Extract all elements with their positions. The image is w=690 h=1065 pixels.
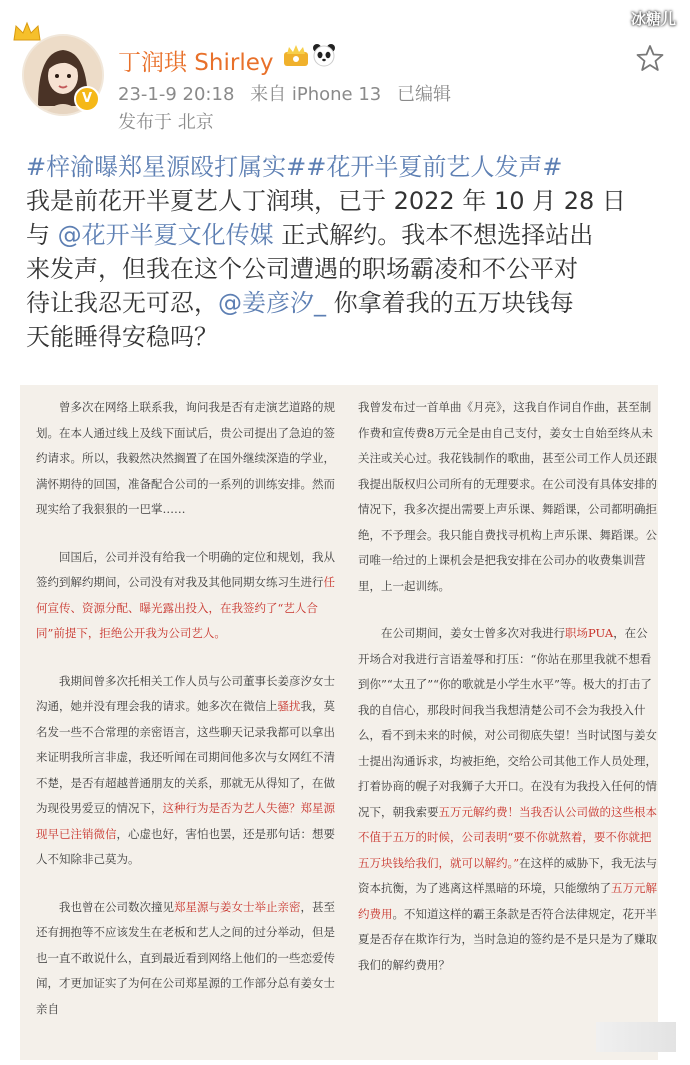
document-text: ，在公开场合对我进行言语羞辱和打压：“你站在那里我就不想看到你”“太丑了”“你的歌就是小学生水平”等。极大的打击了我的自信心，那段时间我当我想清楚公司不会为我投入什么，看不到未来的时候，对公司彻底失望！当时试图与姜女士提出沟通诉求，均被拒绝，交给公司其他工作人员处理，打着协商的幌子对我狮子大开口。在没有为我投入任何的情况下，朝我索要 xyxy=(358,626,657,819)
panda-icon[interactable] xyxy=(311,42,337,68)
highlighted-text: 这种行为是否为艺人失德？郑星源现早已注销微信 xyxy=(36,801,335,841)
document-paragraph xyxy=(36,395,336,523)
document-text: 。不知道这样的霸王条款是否符合法律规定，花开半夏是否存在欺诈行为，当时急迫的签约是不是只是为了赚取我们的解约费用？ xyxy=(358,906,657,972)
post-text-fragment: 你拿着我的五万块钱每 xyxy=(326,289,574,317)
document-text: 我也曾在公司数次撞见 xyxy=(59,899,174,914)
decorative-bar xyxy=(596,1022,676,1052)
mention-link[interactable]: @花开半夏文化传媒 xyxy=(57,221,274,249)
post-header xyxy=(0,0,690,145)
post-line: 来发声，但我在这个公司遭遇的职场霸凌和不公平对 xyxy=(26,255,578,283)
document-column-left xyxy=(36,395,336,1044)
post-line: 天能睡得安稳吗？ xyxy=(26,323,218,351)
post-timestamp: 23-1-9 20:18 xyxy=(118,84,235,105)
document-column-right xyxy=(358,395,658,1000)
document-paragraph xyxy=(36,669,336,873)
document-paragraph xyxy=(36,545,336,647)
document-paragraph xyxy=(36,895,336,1023)
post-text-fragment: 正式解约。我本不想选择站出 xyxy=(273,221,594,249)
document-text: 曾多次在网络上联系我，询问我是否有走演艺道路的规划。在本人通过线上及线下面试后，贵公司提出了急迫的签约请求。所以，我毅然决然搁置了在国外继续深造的学业，满怀期待的回国，准备配合公司的一系列的训练安排。然而现实给了我狠狠的一巴掌…… xyxy=(36,400,335,516)
hashtag-topic[interactable]: #梓渝曝郑星源殴打属实##花开半夏前艺人发声# xyxy=(26,153,563,181)
document-text: 回国后，公司并没有给我一个明确的定位和规划，我从签约到解约期间，公司没有对我及其他同期女练习生进行 xyxy=(36,549,335,589)
highlighted-text: 任何宣传、资源分配、曝光露出投入，在我签约了“艺人合同”前提下，拒绝公开我为公司艺人。 xyxy=(36,575,335,640)
highlighted-text: 骚扰 xyxy=(277,699,301,713)
document-text: ，心虚也好，害怕也罢，还是那句话：想要人不知除非己莫为。 xyxy=(36,826,335,866)
member-crown-icon[interactable] xyxy=(283,44,309,68)
highlighted-text: 五万元解约费！当我否认公司做的这些根本不值于五万的时候，公司表明“要不你就熬着，要不你就把五万块钱给我们，就可以解约。” xyxy=(358,804,657,870)
highlighted-text: 五万元解约费用 xyxy=(358,881,657,921)
post-meta xyxy=(118,80,461,106)
post-location: 发布于 北京 xyxy=(118,112,214,133)
post-line xyxy=(26,286,676,320)
mention-link[interactable]: @姜彦汐_ xyxy=(218,289,326,317)
post-body xyxy=(26,150,676,354)
document-paragraph xyxy=(358,395,658,599)
document-text: ，甚至还有拥抱等不应该发生在老板和艺人之间的过分举动，但是也一直不敢说什么，直到最近看到网络上他们的一些恋爱传闻，才更加证实了为何在公司郑星源的工作部分总有姜女士亲自 xyxy=(36,899,335,1016)
document-text: 在这样的威胁下，我无法与资本抗衡，为了逃离这样黑暗的环境，只能缴纳了 xyxy=(358,855,658,895)
post-line xyxy=(26,218,676,252)
watermark: 冰糖儿 xyxy=(630,10,676,28)
post-source: 来自 iPhone 13 xyxy=(250,84,382,105)
post-line: 我是前花开半夏艺人丁润琪，已于 2022 年 10 月 28 日 xyxy=(26,187,626,215)
attached-document-image[interactable] xyxy=(20,385,658,1060)
star-icon[interactable] xyxy=(636,44,664,72)
crown-icon xyxy=(12,20,42,44)
edited-label[interactable]: 已编辑 xyxy=(396,84,451,105)
document-paragraph xyxy=(358,621,658,978)
document-text: 我期间曾多次托相关工作人员与公司董事长姜彦汐女士沟通，她并没有理会我的请求。她多次在微信上 xyxy=(36,673,335,713)
post-text-fragment: 待让我忍无可忍， xyxy=(26,289,218,317)
document-text: 在公司期间，姜女士曾多次对我进行 xyxy=(381,626,565,640)
highlighted-text: 郑星源与姜女士举止亲密 xyxy=(174,899,301,914)
username[interactable]: 丁润琪 Shirley xyxy=(118,50,274,76)
post-text-fragment: 与 xyxy=(26,221,58,249)
document-text: 我曾发布过一首单曲《月亮》，这我自作词自作曲，甚至制作费和宣传费8万元全是由自己支付，姜女士自始至终从未关注或关心过。我花钱制作的歌曲，甚至公司工作人员还跟我提出版权归公司所有的无理要求。在公司没有具体安排的情况下，我多次提出需要上声乐课、舞蹈课，公司都明确拒绝，不予理会。我只能自费找寻机构上声乐课、舞蹈课。公司唯一给过的上课机会是把我安排在公司办的收费集训营里，上一起训练。 xyxy=(358,400,657,593)
document-text: 我，莫名发一些不合常理的亲密语言，这些聊天记录我都可以拿出来证明我所言非虚，我还听闻在司期间他多次与女网红不清不楚，是否有超越普通朋友的关系，那就无从得知了，在做为现役男爱豆的情况下， xyxy=(36,699,335,815)
verified-badge-icon: V xyxy=(74,86,100,112)
highlighted-text: 职场PUA xyxy=(565,626,614,640)
